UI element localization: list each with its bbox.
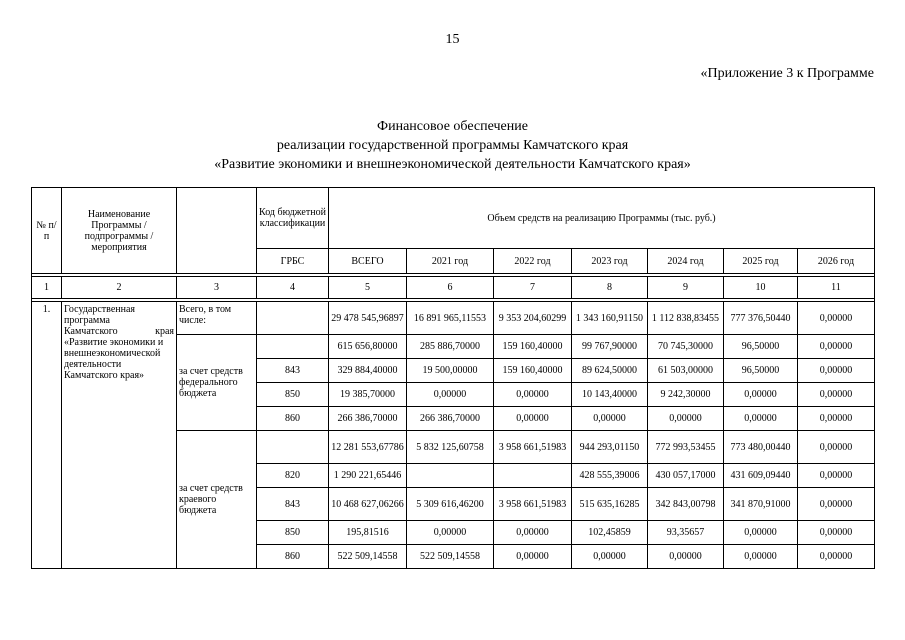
cell-2025: 777 376,50440 xyxy=(724,302,798,335)
cell-2024: 342 843,00798 xyxy=(648,488,724,521)
cell-2024: 1 112 838,83455 xyxy=(648,302,724,335)
program-name-word: края xyxy=(155,326,174,337)
cell-2021 xyxy=(407,464,494,488)
col-num: 7 xyxy=(494,277,572,299)
label-total-including: Всего, в том числе: xyxy=(177,302,257,335)
label-regional: за счет средств краевого бюджета xyxy=(177,431,257,569)
cell-2021: 16 891 965,11553 xyxy=(407,302,494,335)
cell-2024: 0,00000 xyxy=(648,545,724,569)
cell-2023: 0,00000 xyxy=(572,407,648,431)
cell-2026: 0,00000 xyxy=(798,302,875,335)
cell-2024: 93,35657 xyxy=(648,521,724,545)
financing-table xyxy=(31,187,875,569)
cell-2025: 0,00000 xyxy=(724,383,798,407)
cell-grbs: 843 xyxy=(257,359,329,383)
column-numbers-row xyxy=(32,277,875,299)
cell-total: 522 509,14558 xyxy=(329,545,407,569)
cell-2025: 773 480,00440 xyxy=(724,431,798,464)
col-num: 5 xyxy=(329,277,407,299)
col-num: 2 xyxy=(62,277,177,299)
cell-2026: 0,00000 xyxy=(798,383,875,407)
cell-2024: 9 242,30000 xyxy=(648,383,724,407)
cell-2022: 3 958 661,51983 xyxy=(494,488,572,521)
cell-2023: 99 767,90000 xyxy=(572,335,648,359)
cell-2026: 0,00000 xyxy=(798,488,875,521)
header-grbs: ГРБС xyxy=(257,249,329,274)
program-name-rest: «Развитие экономики и внешнеэкономической деятельности Камчатского края» xyxy=(64,337,164,381)
cell-2023: 89 624,50000 xyxy=(572,359,648,383)
cell-grbs xyxy=(257,335,329,359)
title-line-1: Финансовое обеспечение xyxy=(377,119,528,134)
program-name-line1: Государственная программа xyxy=(64,304,136,326)
col-num: 1 xyxy=(32,277,62,299)
cell-total: 19 385,70000 xyxy=(329,383,407,407)
header-2022: 2022 год xyxy=(494,249,572,274)
cell-grbs: 860 xyxy=(257,545,329,569)
cell-total: 266 386,70000 xyxy=(329,407,407,431)
cell-2024: 430 057,17000 xyxy=(648,464,724,488)
cell-2025: 96,50000 xyxy=(724,359,798,383)
cell-total: 195,81516 xyxy=(329,521,407,545)
cell-grbs: 843 xyxy=(257,488,329,521)
col-num: 6 xyxy=(407,277,494,299)
cell-2022: 0,00000 xyxy=(494,521,572,545)
cell-2022: 159 160,40000 xyxy=(494,335,572,359)
cell-2025: 0,00000 xyxy=(724,545,798,569)
cell-2025: 0,00000 xyxy=(724,521,798,545)
cell-2021: 285 886,70000 xyxy=(407,335,494,359)
cell-2023: 10 143,40000 xyxy=(572,383,648,407)
cell-2026: 0,00000 xyxy=(798,407,875,431)
program-name-word: Камчатского xyxy=(64,326,118,337)
cell-2026: 0,00000 xyxy=(798,464,875,488)
cell-2022: 9 353 204,60299 xyxy=(494,302,572,335)
cell-2021: 19 500,00000 xyxy=(407,359,494,383)
cell-2023: 944 293,01150 xyxy=(572,431,648,464)
cell-2024: 70 745,30000 xyxy=(648,335,724,359)
header-2023: 2023 год xyxy=(572,249,648,274)
cell-grbs: 850 xyxy=(257,383,329,407)
cell-2022: 3 958 661,51983 xyxy=(494,431,572,464)
cell-2025: 96,50000 xyxy=(724,335,798,359)
header-name: Наименование Программы / подпрограммы / мероприятия xyxy=(62,188,177,274)
cell-total: 615 656,80000 xyxy=(329,335,407,359)
cell-2023: 515 635,16285 xyxy=(572,488,648,521)
header-code: Код бюджетной классификации xyxy=(257,188,329,249)
cell-2026: 0,00000 xyxy=(798,335,875,359)
cell-2022: 0,00000 xyxy=(494,545,572,569)
cell-2025: 431 609,09440 xyxy=(724,464,798,488)
col-num: 4 xyxy=(257,277,329,299)
appendix-label: «Приложение 3 к Программе xyxy=(700,66,874,81)
cell-2023: 428 555,39006 xyxy=(572,464,648,488)
cell-2022: 0,00000 xyxy=(494,383,572,407)
header-empty xyxy=(177,188,257,274)
cell-2026: 0,00000 xyxy=(798,359,875,383)
cell-2021: 5 832 125,60758 xyxy=(407,431,494,464)
cell-2024: 61 503,00000 xyxy=(648,359,724,383)
header-2025: 2025 год xyxy=(724,249,798,274)
page-number: 15 xyxy=(445,32,460,47)
label-federal: за счет средств федерального бюджета xyxy=(177,335,257,431)
cell-2023: 102,45859 xyxy=(572,521,648,545)
cell-2026: 0,00000 xyxy=(798,521,875,545)
header-2024: 2024 год xyxy=(648,249,724,274)
cell-2026: 0,00000 xyxy=(798,545,875,569)
cell-grbs: 860 xyxy=(257,407,329,431)
col-num: 8 xyxy=(572,277,648,299)
cell-2021: 0,00000 xyxy=(407,521,494,545)
col-num: 10 xyxy=(724,277,798,299)
cell-2021: 0,00000 xyxy=(407,383,494,407)
program-number: 1. xyxy=(32,302,62,569)
table-row-total xyxy=(32,302,875,335)
cell-total: 29 478 545,96897 xyxy=(329,302,407,335)
cell-2021: 5 309 616,46200 xyxy=(407,488,494,521)
cell-2024: 772 993,53455 xyxy=(648,431,724,464)
header-volume: Объем средств на реализацию Программы (тыс. руб.) xyxy=(329,188,875,249)
cell-2024: 0,00000 xyxy=(648,407,724,431)
document-title xyxy=(0,117,905,174)
cell-2023: 1 343 160,91150 xyxy=(572,302,648,335)
cell-grbs xyxy=(257,302,329,335)
cell-2021: 266 386,70000 xyxy=(407,407,494,431)
header-2021: 2021 год xyxy=(407,249,494,274)
cell-total: 10 468 627,06266 xyxy=(329,488,407,521)
cell-2025: 0,00000 xyxy=(724,407,798,431)
title-line-3: «Развитие экономики и внешнеэкономической деятельности Камчатского края» xyxy=(214,157,691,172)
cell-2026: 0,00000 xyxy=(798,431,875,464)
cell-2022 xyxy=(494,464,572,488)
header-2026: 2026 год xyxy=(798,249,875,274)
title-line-2: реализации государственной программы Камчатского края xyxy=(276,138,629,153)
cell-total: 329 884,40000 xyxy=(329,359,407,383)
cell-2025: 341 870,91000 xyxy=(724,488,798,521)
program-name xyxy=(62,302,177,569)
cell-grbs xyxy=(257,431,329,464)
program-name-line2 xyxy=(64,326,174,337)
header-row xyxy=(32,188,875,249)
cell-2021: 522 509,14558 xyxy=(407,545,494,569)
cell-grbs: 850 xyxy=(257,521,329,545)
cell-grbs: 820 xyxy=(257,464,329,488)
col-num: 9 xyxy=(648,277,724,299)
cell-2022: 159 160,40000 xyxy=(494,359,572,383)
header-num: № п/п xyxy=(32,188,62,274)
col-num: 11 xyxy=(798,277,875,299)
header-total: ВСЕГО xyxy=(329,249,407,274)
cell-2023: 0,00000 xyxy=(572,545,648,569)
cell-total: 1 290 221,65446 xyxy=(329,464,407,488)
col-num: 3 xyxy=(177,277,257,299)
cell-2022: 0,00000 xyxy=(494,407,572,431)
cell-total: 12 281 553,67786 xyxy=(329,431,407,464)
